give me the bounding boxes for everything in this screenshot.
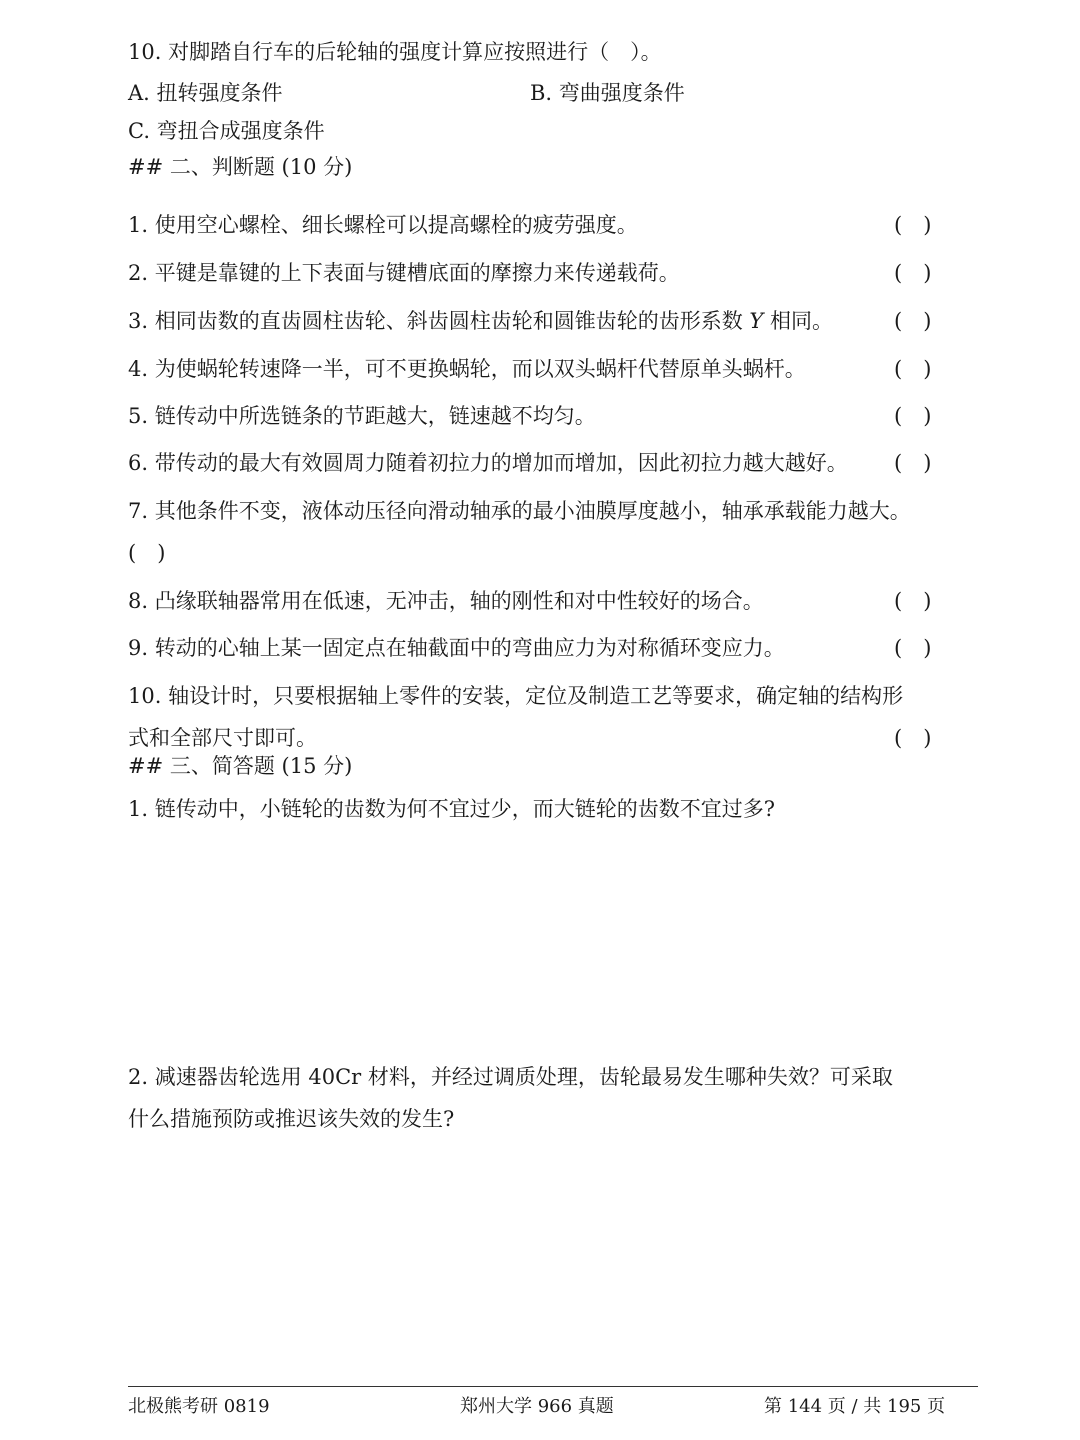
judge-item-3 bbox=[128, 306, 833, 336]
judge-item-10-line-1: 10. 轴设计时，只要根据轴上零件的安装，定位及制造工艺等要求，确定轴的结构形 bbox=[128, 684, 904, 708]
judge-item-3-tail: 相同。 bbox=[763, 309, 833, 333]
short-answer-q2-line-1: 2. 减速器齿轮选用 40Cr 材料，并经过调质处理，齿轮最易发生哪种失效？可采取 bbox=[128, 1065, 893, 1089]
judge-item-8: 8. 凸缘联轴器常用在低速，无冲击，轴的刚性和对中性较好的场合。 bbox=[128, 589, 764, 613]
answer-paren-7: ( ) bbox=[128, 541, 166, 565]
answer-paren-4: ( ) bbox=[894, 357, 932, 381]
section-3-heading: ## 三、简答题 (15 分) bbox=[128, 754, 353, 778]
mc-question-10: 10. 对脚踏自行车的后轮轴的强度计算应按照进行（ ）。 bbox=[128, 40, 662, 64]
mc-option-a: A. 扭转强度条件 bbox=[128, 81, 283, 105]
judge-item-10-line-2: 式和全部尺寸即可。 bbox=[128, 726, 317, 750]
judge-item-6: 6. 带传动的最大有效圆周力随着初拉力的增加而增加，因此初拉力越大越好。 bbox=[128, 451, 848, 475]
answer-paren-3: ( ) bbox=[894, 309, 932, 333]
judge-item-4: 4. 为使蜗轮转速降一半，可不更换蜗轮，而以双头蜗杆代替原单头蜗杆。 bbox=[128, 357, 806, 381]
footer-left: 北极熊考研 0819 bbox=[128, 1396, 270, 1417]
short-answer-q1: 1. 链传动中，小链轮的齿数为何不宜过少，而大链轮的齿数不宜过多? bbox=[128, 797, 775, 821]
judge-item-9: 9. 转动的心轴上某一固定点在轴截面中的弯曲应力为对称循环变应力。 bbox=[128, 636, 785, 660]
answer-paren-5: ( ) bbox=[894, 404, 932, 428]
section-2-heading: ## 二、判断题 (10 分) bbox=[128, 155, 353, 179]
answer-paren-9: ( ) bbox=[894, 636, 932, 660]
judge-item-3-text: 3. 相同齿数的直齿圆柱齿轮、斜齿圆柱齿轮和圆锥齿轮的齿形系数 bbox=[128, 309, 743, 333]
footer-page-number: 第 144 页 / 共 195 页 bbox=[764, 1396, 946, 1417]
answer-paren-6: ( ) bbox=[894, 451, 932, 475]
answer-paren-1: ( ) bbox=[894, 213, 932, 237]
footer-divider bbox=[128, 1386, 978, 1387]
answer-paren-2: ( ) bbox=[894, 261, 932, 285]
footer-center: 郑州大学 966 真题 bbox=[460, 1396, 614, 1417]
judge-item-7: 7. 其他条件不变，液体动压径向滑动轴承的最小油膜厚度越小，轴承承载能力越大。 bbox=[128, 499, 911, 523]
mc-option-b: B. 弯曲强度条件 bbox=[530, 81, 685, 105]
judge-item-2: 2. 平键是靠键的上下表面与键槽底面的摩擦力来传递载荷。 bbox=[128, 261, 680, 285]
answer-paren-10: ( ) bbox=[894, 726, 932, 750]
judge-item-1: 1. 使用空心螺栓、细长螺栓可以提高螺栓的疲劳强度。 bbox=[128, 213, 638, 237]
mc-option-c: C. 弯扭合成强度条件 bbox=[128, 119, 325, 143]
judge-item-5: 5. 链传动中所选链条的节距越大，链速越不均匀。 bbox=[128, 404, 596, 428]
answer-paren-8: ( ) bbox=[894, 589, 932, 613]
judge-item-3-var: Y bbox=[749, 309, 764, 333]
short-answer-q2-line-2: 什么措施预防或推迟该失效的发生? bbox=[128, 1107, 455, 1131]
